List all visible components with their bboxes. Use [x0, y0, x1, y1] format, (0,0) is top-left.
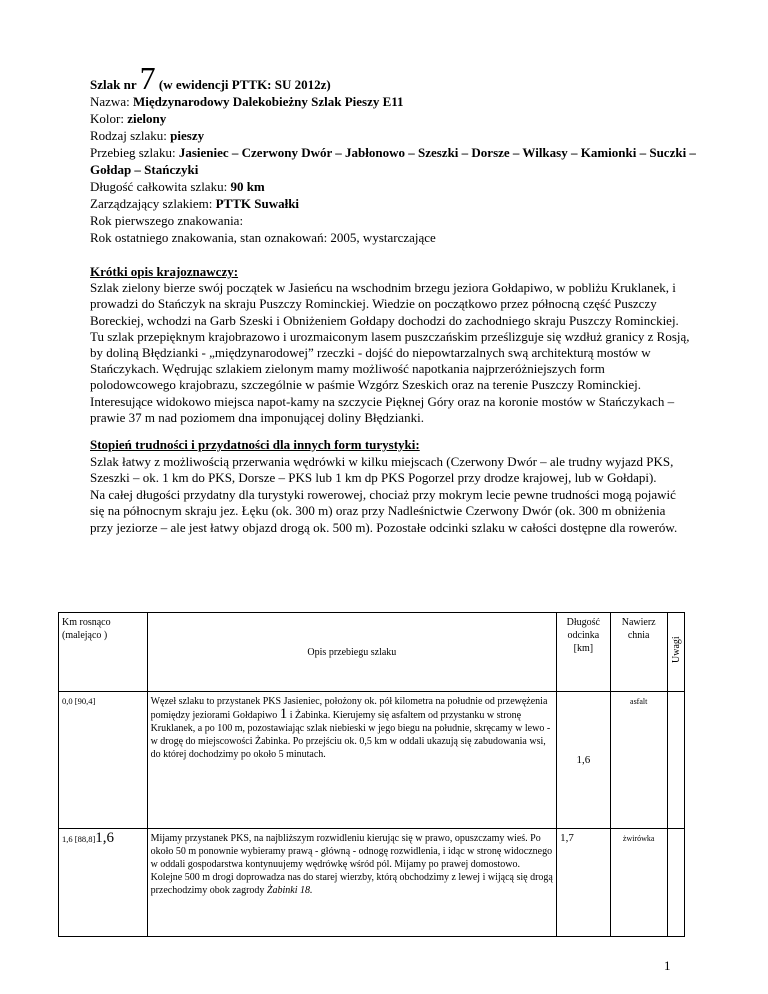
km-value: 1,6 [88,8]: [62, 834, 96, 844]
km-value-large: 1,6: [95, 830, 115, 846]
route-label: Przebieg szlaku:: [90, 145, 176, 160]
footnote-number: 1: [279, 706, 288, 722]
desc-part-a: Węzeł szlaku to przystanek PKS Jasieniec, położony ok. pół kilometra na południe od przewężenia pomiędzy jeziorami Gołdapiwo: [150, 696, 548, 721]
notes-header-label: Uwagi: [670, 636, 682, 663]
last-marking-row: Rok ostatniego znakowania, stan oznakowań: 2005, wystarczające: [90, 230, 436, 245]
table-row: [59, 692, 685, 829]
row-surface: [610, 692, 667, 829]
color-label: Kolor:: [90, 111, 124, 126]
manager-value: PTTK Suwałki: [215, 196, 300, 211]
col-length-header: Długość odcinka [km]: [557, 613, 610, 692]
length-value: 1,6: [576, 753, 591, 766]
difficulty-section: [90, 437, 690, 536]
row-notes: [667, 829, 684, 937]
col-km-header: Km rosnąco (malejąco ): [59, 613, 148, 692]
row-km: [59, 829, 148, 937]
manager-row: [90, 195, 710, 212]
difficulty-para-2: Na całej długości przydatny dla turystyki rowerowej, chociaż przy mokrym lecie pewne trudności mogą pojawić się na północnym skraju jez. Łęku (ok. 300 m) oraz przy Nadleśnictwie Czerwony Dwór (ok. 300 m obniżenia przy jeziorze – ale jest łatwy objazd drogą ok. 500 m). Pozostałe odcinki szlaku w całości dostępne dla rowerów.: [90, 486, 678, 535]
color-value: zielony: [127, 111, 167, 126]
col-notes-header: [667, 613, 684, 692]
description-heading: Krótki opis krajoznawczy:: [90, 264, 239, 279]
desc-part-a: Mijamy przystanek PKS, na najbliższym rozwidleniu kierując się w prawo, opuszczamy wieś. Po około 50 m ponownie wybieramy prawą - główną - odnogę rozwidlenia, i idąc w stronę widocznego w oddali gospodarstwa kontynuujemy wędrówkę wśród pól. Mijamy po prawej domostowo. Kolejne 500 m drogi doprowadza nas do starej wierzby, którą obchodzimy z lewej i wijącą się drogą przechodzimy obok zagrody: [150, 833, 553, 896]
row-description: [147, 829, 557, 937]
length-value: 90 km: [230, 179, 265, 194]
row-length: [557, 692, 610, 829]
name-label: Nazwa:: [90, 94, 130, 109]
row-notes: [667, 692, 684, 829]
route-table: [58, 612, 685, 937]
col-surface-header: Nawierz chnia: [610, 613, 667, 692]
length-row: [90, 178, 710, 195]
km-value: 0,0 [90,4]: [62, 696, 96, 706]
route-row: [90, 144, 710, 178]
route-value: Jasieniec – Czerwony Dwór – Jabłonowo – Szeszki – Dorsze – Wilkasy – Kamionki – Suczki – Gołdap – Stańczyki: [90, 145, 696, 177]
description-text: Szlak zielony bierze swój początek w Jasieńcu na wschodnim brzegu jeziora Gołdapiwo, w pobliżu Kruklanek, i prowadzi do Stańczyk na skraju Puszczy Rominckiej. Wiedzie on początkowo przez północną część Puszczy Boreckiej, wchodzi na Garb Szeski i Obniżeniem Gołdapy dochodzi do zachodniego skraju Puszczy Rominckiej. Tu szlak przepięknym krajobrazowo i urozmaiconym lasem puszczańskim prześlizguje się wzdłuż granicy z Rosją, by doliną Błędzianki - „międzynarodowej” rzeczki - dojść do niepowtarzalnych swą architekturą mostów w Stańczykach. Wędrując szlakiem zielonym mamy możliwość napotkania najprzeróżniejszych form polodowcowego krajobrazu, szczególnie w paśmie Wzgórz Szeskich oraz na terenie Puszczy Rominckiej. Interesujące widokowo miejsca napot-kamy na szczycie Pięknej Góry oraz na koronie mostów w Stańczykach – prawie 37 m nad poziomem dna imponującej doliny Błędzianki.: [90, 280, 690, 425]
difficulty-para-1: Szlak łatwy z możliwością przerwania wędrówki w kilku miejscach (Czerwony Dwór – ale trudny wyjazd PKS, Szeszki – ok. 1 km do PKS, Dorsze – PKS lub 1 km dp PKS Pogorzel przy drodze krajowej, lub w Gołdapi).: [90, 453, 674, 485]
desc-part-b: i Żabinka. Kierujemy się asfaltem od przystanku w stronę Kruklanek, a po 100 m, pozostawiając szlak niebieski w jego biegu na południe, skręcamy w lewo - w drogę do miejscowości Żabinka. Po przejściu ok. 0,5 km w oddali ukazują się zabudowania wsi, do której dochodzimy po około 5 minutach.: [150, 710, 551, 760]
trail-title: [90, 60, 710, 96]
trail-header: [90, 60, 710, 246]
trail-registry: (w ewidencji PTTK: SU 2012z): [158, 77, 331, 92]
name-row: [90, 93, 710, 110]
manager-label: Zarządzający szlakiem:: [90, 196, 213, 211]
row-km: [59, 692, 148, 829]
type-label: Rodzaj szlaku:: [90, 128, 167, 143]
table-header-row: [59, 613, 685, 692]
first-marking-row: Rok pierwszego znakowania:: [90, 213, 244, 228]
surface-value: asfalt: [630, 697, 648, 706]
row-length: [557, 829, 610, 937]
trail-label: Szlak nr: [90, 77, 137, 92]
row-surface: [610, 829, 667, 937]
short-description: [90, 264, 690, 426]
desc-italic: Żabinki 18.: [266, 885, 313, 896]
col-desc-header: Opis przebiegu szlaku: [147, 613, 557, 692]
difficulty-heading: Stopień trudności i przydatności dla innych form turystyki:: [90, 437, 420, 452]
color-row: [90, 110, 710, 127]
name-value: Międzynarodowy Dalekobieżny Szlak Pieszy E11: [132, 94, 404, 109]
type-row: [90, 127, 710, 144]
type-value: pieszy: [170, 128, 205, 143]
table-row: [59, 829, 685, 937]
page-number: 1: [664, 958, 671, 973]
row-description: [147, 692, 557, 829]
length-value: 1,7: [560, 832, 574, 844]
length-label: Długość całkowita szlaku:: [90, 179, 228, 194]
trail-number: 7: [139, 60, 156, 96]
surface-value: żwirówka: [622, 834, 655, 843]
